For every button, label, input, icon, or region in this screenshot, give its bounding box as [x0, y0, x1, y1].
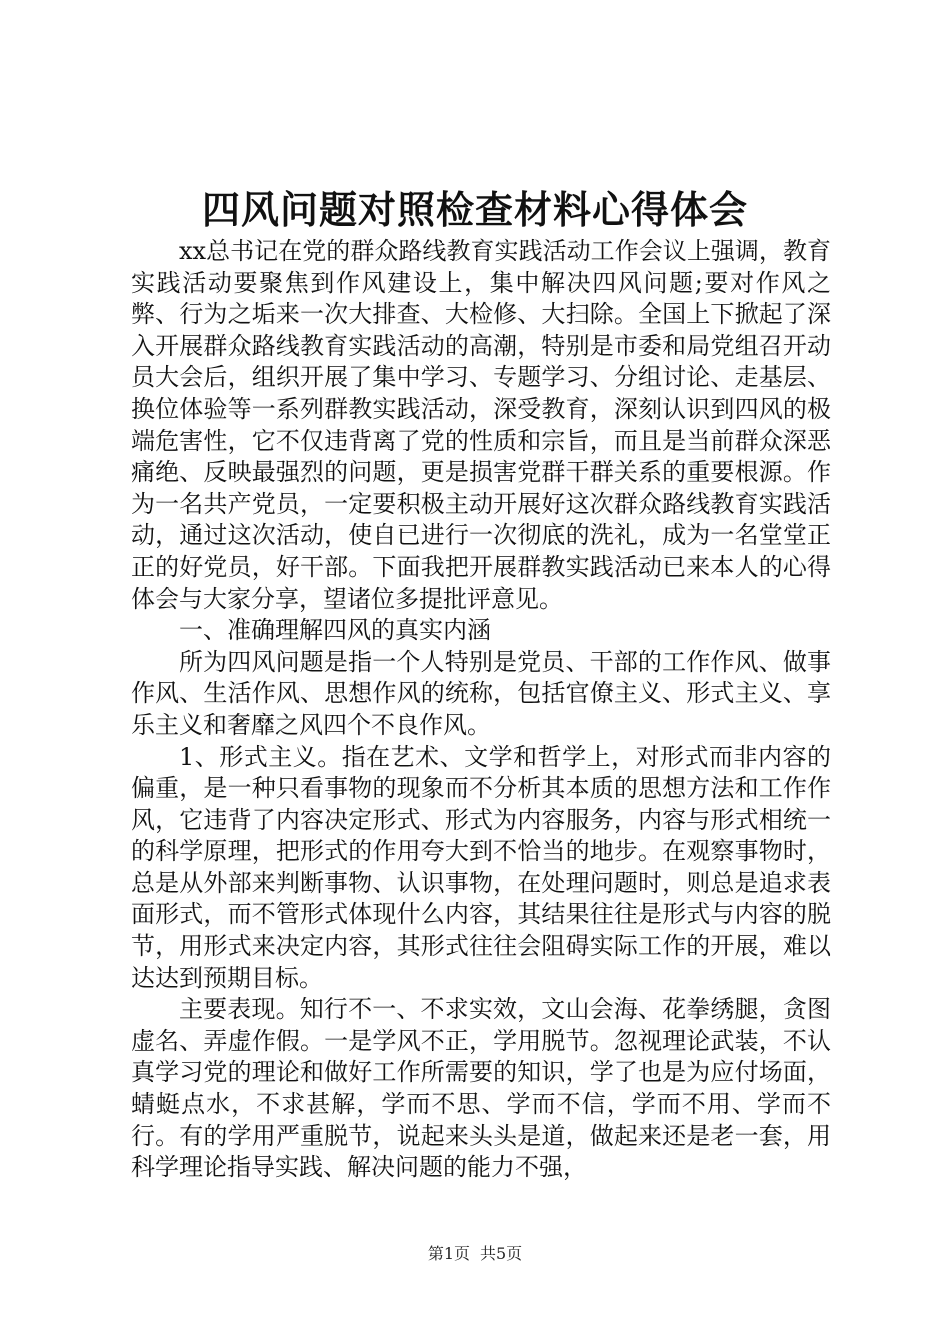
- intro-paragraph: xx总书记在党的群众路线教育实践活动工作会议上强调，教育实践活动要聚焦到作风建设上，集中解决四风问题;要对作风之弊、行为之垢来一次大排查、大检修、大扫除。全国上下掀起了深入开展群众路线教育实践活动的高潮，特别是市委和局党组召开动员大会后，组织开展了集中学习、专题学习、分组讨论、走基层、换位体验等一系列群教实践活动，深受教育，深刻认识到四风的极端危害性，它不仅违背离了党的性质和宗旨，而且是当前群众深恶痛绝、反映最强烈的问题，更是损害党群干群关系的重要根源。作为一名共产党员，一定要积极主动开展好这次群众路线教育实践活动，通过这次活动，使自已进行一次彻底的洗礼，成为一名堂堂正正的好党员，好干部。下面我把开展群教实践活动已来本人的心得体会与大家分享，望诸位多提批评意见。: [131, 237, 831, 613]
- definition-paragraph: 所为四风问题是指一个人特别是党员、干部的工作作风、做事作风、生活作风、思想作风的统称，包括官僚主义、形式主义、享乐主义和奢靡之风四个不良作风。: [131, 647, 831, 739]
- document-body: [131, 236, 831, 1184]
- manifestation-paragraph: 主要表现。知行不一、不求实效，文山会海、花拳绣腿，贪图虚名、弄虚作假。一是学风不正，学用脱节。忽视理论武装，不认真学习党的理论和做好工作所需要的知识，学了也是为应付场面，蜻蜓点水，不求甚解，学而不思、学而不信，学而不用、学而不行。有的学用严重脱节，说起来头头是道，做起来还是老一套，用科学理论指导实践、解决问题的能力不强，: [131, 995, 831, 1182]
- page-footer: [0, 1244, 950, 1264]
- section-heading: 一、准确理解四风的真实内涵: [179, 616, 491, 645]
- page-number: 第1页: [427, 1244, 470, 1263]
- document-title: 四风问题对照检查材料心得体会: [201, 187, 748, 232]
- formalism-paragraph: 1、形式主义。指在艺术、文学和哲学上，对形式而非内容的偏重，是一种只看事物的现象而不分析其本质的思想方法和工作作风，它违背了内容决定形式、形式为内容服务，内容与形式相统一的科学原理，把形式的作用夸大到不恰当的地步。在观察事物时，总是从外部来判断事物、认识事物，在处理问题时，则总是追求表面形式，而不管形式体现什么内容，其结果往往是形式与内容的脱节，用形式来决定内容，其形式往往会阻碍实际工作的开展，难以达达到预期目标。: [131, 742, 831, 992]
- page-total: 共5页: [480, 1244, 523, 1263]
